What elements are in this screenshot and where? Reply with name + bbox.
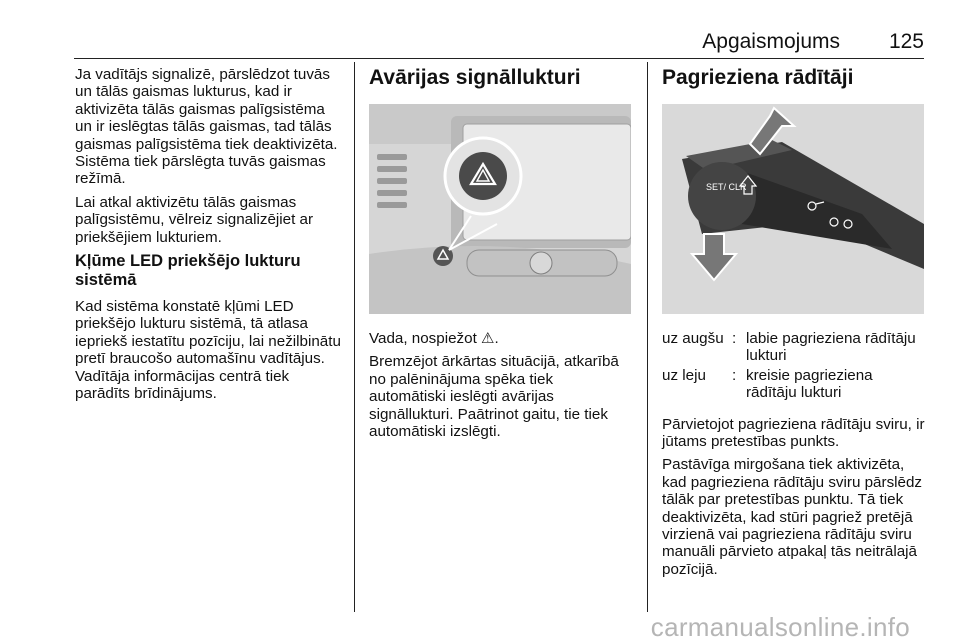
column-right: [662, 66, 927, 584]
page-section-title: Apgaismojums: [702, 30, 840, 53]
separator: :: [732, 366, 737, 384]
direction-row-down: [662, 367, 927, 404]
header-rule: [74, 58, 924, 59]
desc-down: kreisie pagrieziena rādītāju lukturi: [746, 366, 873, 402]
page-header: [60, 24, 924, 54]
page-number: 125: [888, 30, 924, 53]
hazard-warning-icon: ⚠: [481, 330, 495, 347]
column-middle: [369, 66, 634, 446]
paragraph-press-button: [369, 330, 634, 347]
column-divider-2: [647, 62, 648, 612]
paragraph-emergency-braking: Bremzējot ārkārtas situācijā, atkarībā no palēninājuma spēka tiek automātiski ieslēgti avārijas signāllukturi. Paātrinot gaitu, tie tiek automātiski izslēgti.: [369, 353, 619, 441]
turn-signal-directions: [662, 330, 927, 404]
column-divider-1: [354, 62, 355, 612]
paragraph-reactivate: Lai atkal aktivizētu tālās gaismas palīgsistēmu, vēlreiz signalizējiet ar priekšējiem lukturiem.: [75, 193, 314, 246]
press-text: Vada, nospiežot: [369, 330, 477, 347]
hazard-button-illustration: [369, 104, 631, 314]
heading-turn-signals: Pagrieziena rādītāji: [662, 66, 854, 89]
heading-led-fault: Kļūme LED priekšējo lukturu sistēmā: [75, 252, 301, 290]
press-text-end: .: [494, 330, 499, 347]
term-up: uz augšu: [662, 330, 724, 347]
separator: :: [732, 330, 737, 347]
set-label: SET/ CLR: [706, 182, 747, 192]
direction-row-up: [662, 330, 927, 367]
paragraph-led-fault: Kad sistēma konstatē kļūmi LED priekšējo lukturu sistēmā, tā atlasa iepriekš iestatītu pozīciju, lai nežilbinātu pretī braucošo automašīnu vadītājus. Vadītāja informācijas centrā tiek parādīts brīdinājums.: [75, 298, 341, 403]
desc-up: labie pagrieziena rādītāju lukturi: [746, 330, 916, 365]
term-down: uz leju: [662, 366, 706, 384]
turn-signal-lever-illustration: [662, 104, 924, 314]
column-left: [75, 66, 345, 409]
paragraph-resistance-point: Pārvietojot pagrieziena rādītāju sviru, ir jūtams pretestības punkts.: [662, 415, 925, 451]
watermark: carmanualsonline.info: [650, 612, 910, 642]
heading-hazard-lights: Avārijas signāllukturi: [369, 66, 581, 89]
paragraph-continuous-flash: Pastāvīga mirgošana tiek aktivizēta, kad pagrieziena rādītāju sviru pārslēdz tālāk par pretestības punktu. Tā tiek deaktivizēta, kad stūri pagriež pretējā virzienā vai pagrieziena rādītāju sviru manuāli pārvieto atpakaļ tās neitrālajā pozīcijā.: [662, 456, 923, 578]
paragraph-high-beam-signal: Ja vadītājs signalizē, pārslēdzot tuvās un tālās gaismas lukturus, kad ir aktivizēta tālās gaismas palīgsistēma un ir ieslēgtas tālās gaismas, tad tālās gaismas palīgsistēma tiek deaktivizēta. Sistēma tiek pārslēgta tuvās gaismas režīmā.: [75, 66, 338, 188]
